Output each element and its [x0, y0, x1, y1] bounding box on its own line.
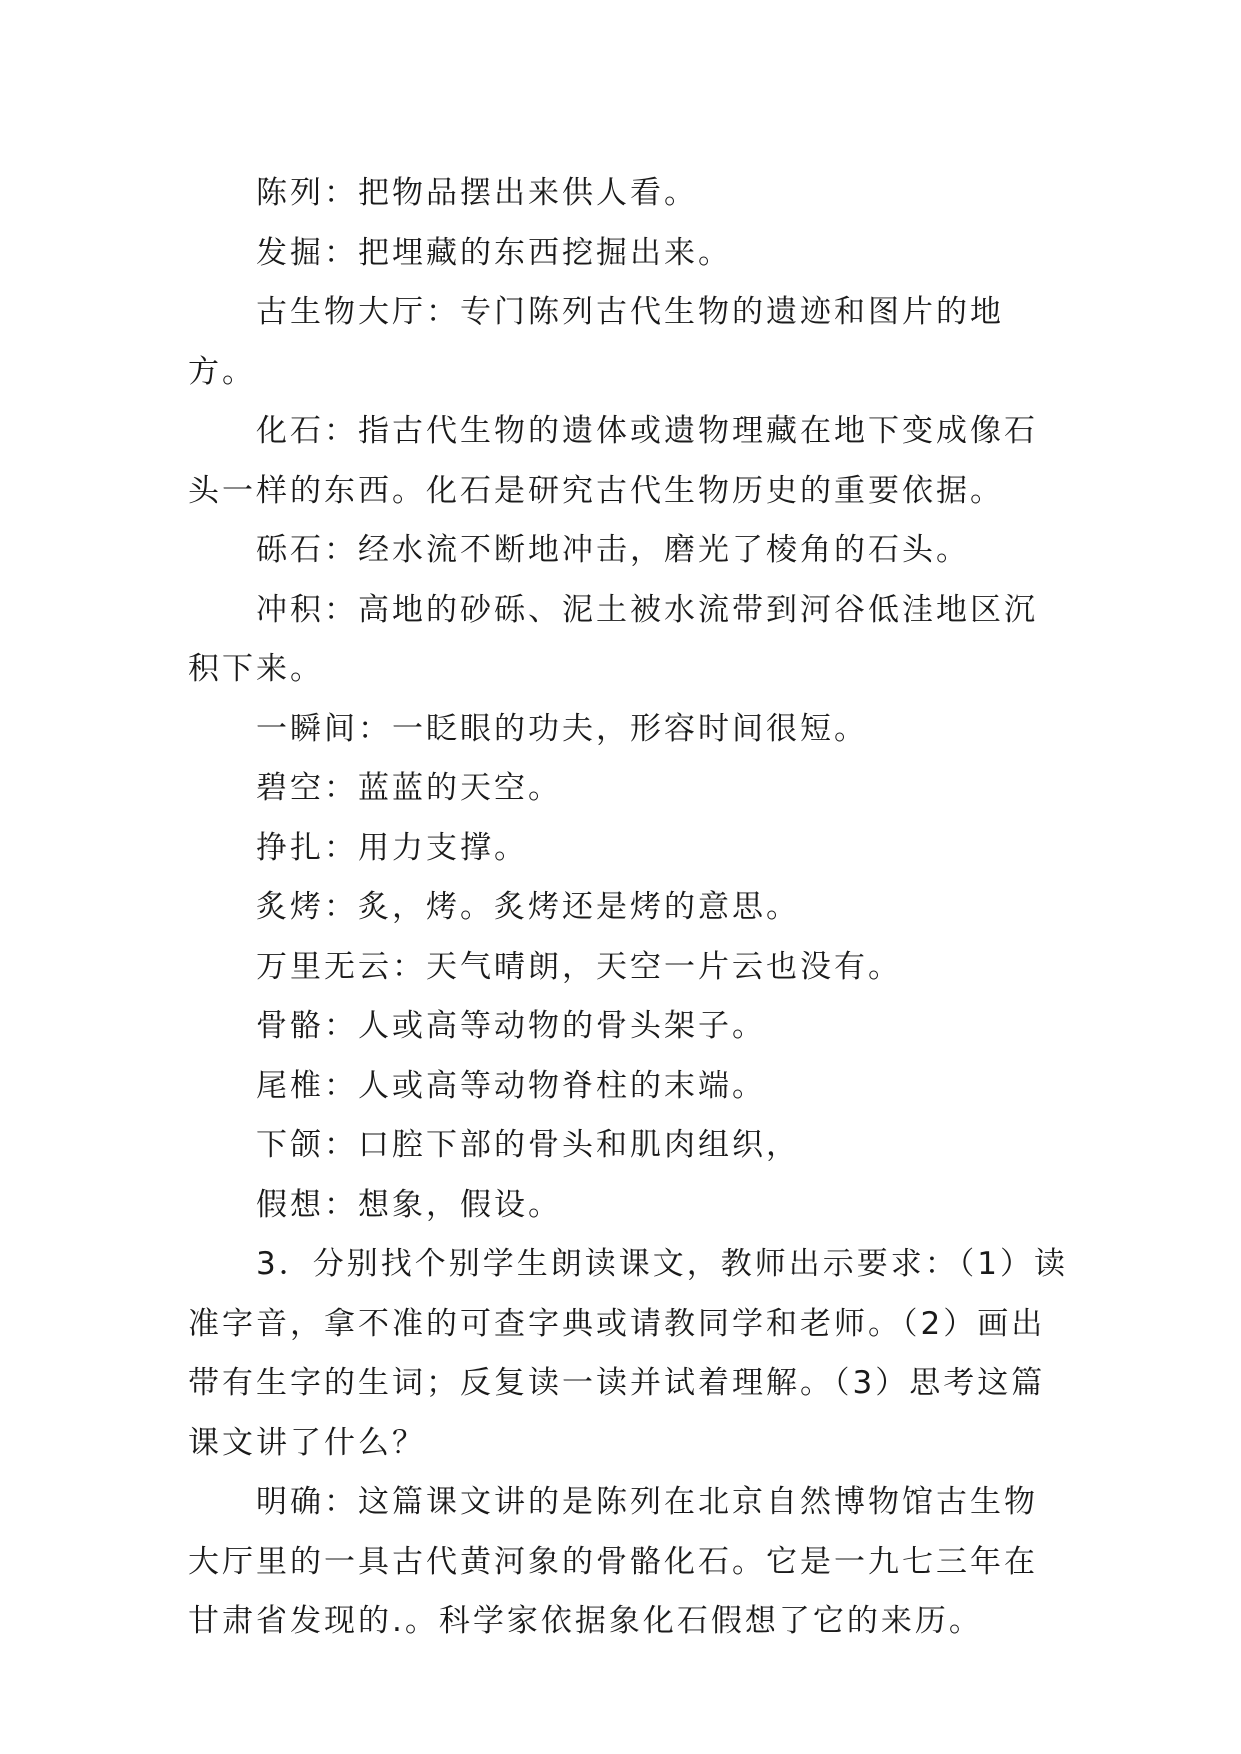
paragraph-step-3-reading: 3．分别找个别学生朗读课文，教师出示要求：（1）读准字音，拿不准的可查字典或请教同学和老师。（2）画出带有生字的生词；反复读一读并试着理解。（3）思考这篇课文讲了什么？ — [188, 1246, 1068, 1461]
paragraph-jiaxiang: 假想：想象，假设。 — [256, 1186, 562, 1223]
paragraph-chenlie: 陈列：把物品摆出来供人看。 — [256, 175, 698, 211]
paragraph-mingque: 明确：这篇课文讲的是陈列在北京自然博物馆古生物大厅里的一具古代黄河象的骨骼化石。它是一九七三年在甘肃省发现的.。科学家依据象化石假想了它的来历。 — [188, 1484, 1038, 1639]
paragraph-guge: 骨骼：人或高等动物的骨头架子。 — [256, 1008, 766, 1044]
paragraph-yishunjian: 一瞬间：一眨眼的功夫，形容时间很短。 — [256, 710, 868, 747]
paragraph-lishi: 砾石：经水流不断地冲击，磨光了棱角的石头。 — [256, 532, 970, 568]
document-body — [188, 164, 1068, 1652]
paragraph-huashi: 化石：指古代生物的遗体或遗物理藏在地下变成像石头一样的东西。化石是研究古代生物历史的重要依据。 — [188, 413, 1038, 509]
paragraph-chongji: 冲积：高地的砂砾、泥土被水流带到河谷低洼地区沉积下来。 — [188, 591, 1038, 687]
paragraph-bikong: 碧空：蓝蓝的天空。 — [256, 770, 562, 806]
paragraph-fajue: 发掘：把埋藏的东西挖掘出来。 — [256, 234, 732, 271]
paragraph-xiahe: 下颌：口腔下部的骨头和肌肉组织， — [256, 1127, 800, 1163]
paragraph-zhikao: 炙烤：炙，烤。炙烤还是烤的意思。 — [256, 889, 800, 925]
paragraph-wanli-wuyun: 万里无云：天气晴朗，天空一片云也没有。 — [256, 948, 902, 985]
paragraph-weizhui: 尾椎：人或高等动物脊柱的末端。 — [256, 1067, 766, 1104]
paragraph-gushengwu-dating: 古生物大厅：专门陈列古代生物的遗迹和图片的地方。 — [188, 294, 1004, 390]
paragraph-zhengzha: 挣扎：用力支撑。 — [256, 829, 528, 866]
